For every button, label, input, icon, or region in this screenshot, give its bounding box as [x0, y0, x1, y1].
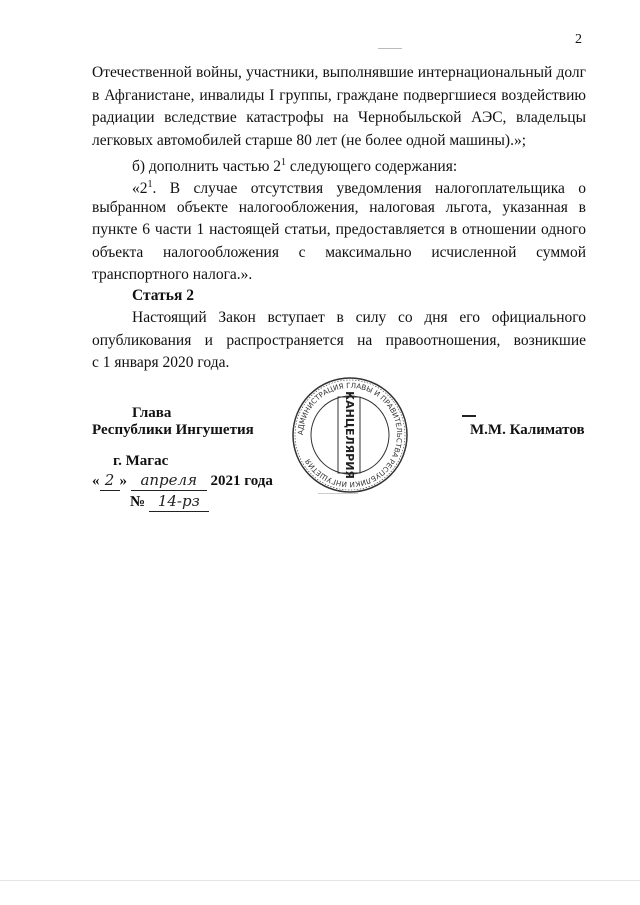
text-line: Отечественной войны, участники, выполнявшие интернациональный долг: [92, 64, 586, 81]
text-line: Настоящий Закон вступает в силу со дня его официального: [132, 309, 586, 326]
amendment-suffix: следующего содержания:: [286, 158, 458, 176]
date-open-quote: «: [92, 473, 100, 489]
text-line: в Афганистане, инвалиды I группы, граждане подвергшиеся воздействию: [92, 86, 586, 104]
date-close-quote: »: [119, 473, 127, 489]
city: г. Магас: [113, 453, 169, 469]
text-line: [92, 174, 586, 197]
date-year: 2021 года: [210, 473, 273, 489]
superscript: 1: [281, 157, 287, 168]
superscript: 1: [147, 179, 153, 190]
stamp-ring-text: АДМИНИСТРАЦИЯ ГЛАВЫ И ПРАВИТЕЛЬСТВА РЕСПУБЛИКИ ИНГУШЕТИЯ: [295, 380, 405, 490]
scan-edge: [0, 880, 640, 881]
amendment-prefix: б) дополнить частью 2: [132, 158, 282, 176]
part-prefix: «2: [132, 180, 148, 197]
number-label: №: [130, 494, 146, 510]
text-line: легковых автомобилей старше 80 лет (не более одной машины).»;: [92, 131, 527, 149]
page-number: 2: [575, 32, 582, 47]
signature-mark: [462, 415, 476, 417]
article-body: [92, 307, 586, 375]
text-line: транспортного налога.».: [92, 266, 253, 283]
text-line: с 1 января 2020 года.: [92, 354, 230, 371]
text-line: выбранном объекте налогообложения, налоговая льгота, указанная в: [92, 198, 586, 216]
stamp-center-text: КАНЦЕЛЯРИЯ: [343, 391, 356, 479]
signatory-title-line1: Глава: [132, 405, 172, 421]
stamp-graphic: [290, 375, 410, 495]
date-line: [92, 470, 273, 491]
signatory-name: М.М. Калиматов: [470, 422, 585, 438]
text-line: пункте 6 части 1 настоящей статьи, предоставляется в отношении одного: [92, 221, 586, 238]
text-line: радиации вследствие катастрофы на Чернобыльской АЭС, владельцы: [92, 109, 586, 126]
number-value: 14-рз: [149, 491, 209, 512]
article-title: Статья 2: [132, 287, 194, 304]
scan-speck: [318, 493, 358, 494]
part-suffix: . В случае отсутствия уведомления налогоплательщика о: [152, 180, 586, 197]
signatory-title-line2: Республики Ингушетия: [92, 422, 254, 438]
date-month: апреля: [131, 470, 207, 491]
text-line: опубликования и распространяется на правоотношения, возникшие: [92, 331, 586, 349]
text-line: объекта налогообложения с максимально исчисленной суммой: [92, 243, 586, 261]
scan-speck: [378, 48, 402, 49]
paragraph-new-part: [92, 174, 586, 287]
official-stamp: [290, 375, 410, 495]
paragraph-continuation: [92, 62, 586, 152]
date-day: 2: [100, 470, 120, 491]
doc-number: [130, 491, 209, 512]
